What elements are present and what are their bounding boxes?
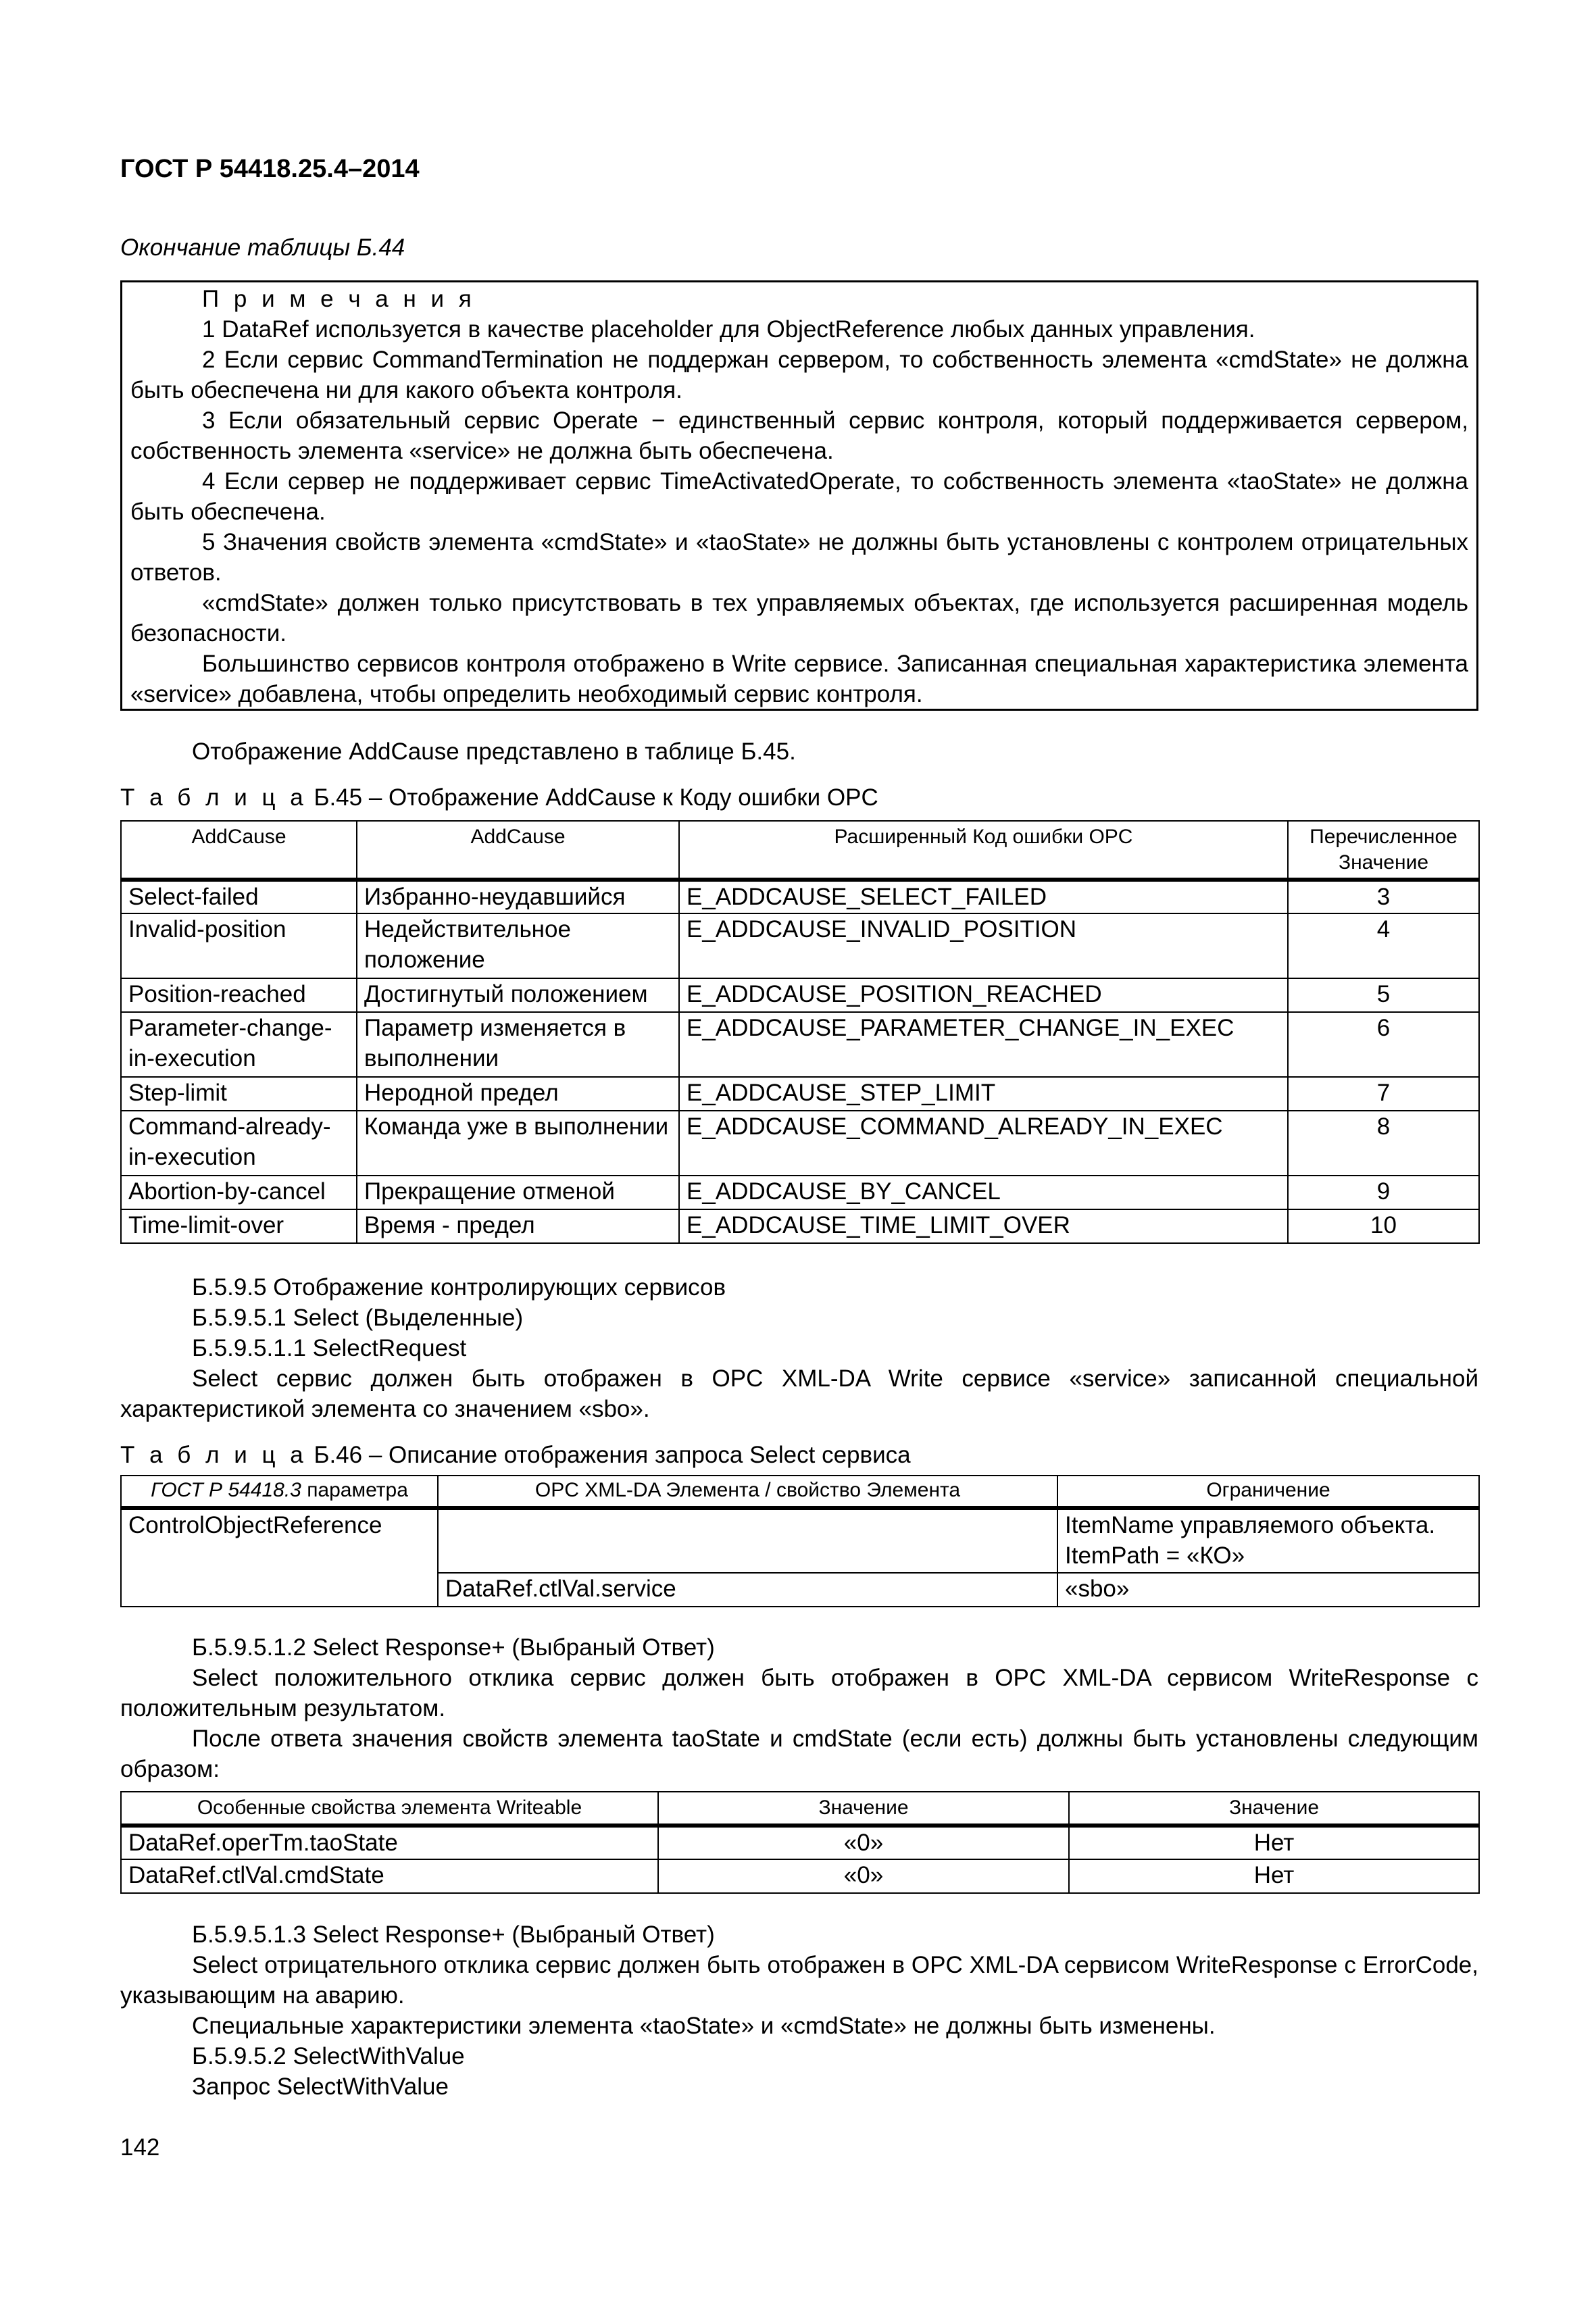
caption-prefix: Т а б л и ц а: [120, 1442, 307, 1468]
caption-text: Б.46 – Описание отображения запроса Select сервиса: [314, 1442, 911, 1468]
writeable-properties-table: [120, 1791, 1480, 1894]
table-cell: Недействительное положение: [357, 913, 679, 978]
paragraph: Специальные характеристики элемента «taoState» и «cmdState» не должны быть изменены.: [192, 2013, 1216, 2039]
table-cell: E_ADDCAUSE_SELECT_FAILED: [679, 880, 1288, 913]
table-cell: Abortion-by-cancel: [121, 1176, 357, 1209]
table-cell: [1057, 1508, 1479, 1573]
table-cell: DataRef.ctlVal.cmdState: [121, 1859, 658, 1893]
table-row: [121, 1826, 1479, 1859]
section-negative-response: [120, 1919, 1478, 2102]
table-cell: 3: [1288, 880, 1479, 913]
notes-box: [120, 280, 1478, 711]
table-cell: Время - предел: [357, 1209, 679, 1243]
column-header: Особенные свойства элемента Writeable: [121, 1792, 658, 1826]
table-row: [121, 1859, 1479, 1893]
table-caption: [120, 782, 1478, 813]
column-header: Ограничение: [1057, 1476, 1479, 1508]
table-row: [121, 1176, 1479, 1209]
paragraph: Select сервис должен быть отображен в OPC XML-DA Write сервисе «service» записанной специальной характеристикой элемента со значением «sbo».: [120, 1365, 1478, 1422]
table-cell: Избранно-неудавшийся: [357, 880, 679, 913]
table-cell: E_ADDCAUSE_PARAMETER_CHANGE_IN_EXEC: [679, 1012, 1288, 1077]
note-item: «cmdState» должен только присутствовать в тех управляемых объектах, где используется расширенная модель безопасности.: [130, 590, 1468, 647]
column-header: параметра: [307, 1479, 408, 1501]
document-title: ГОСТ Р 54418.25.4–2014: [120, 155, 420, 183]
table-row: [121, 1012, 1479, 1077]
paragraph: После ответа значения свойств элемента taoState и cmdState (если есть) должны быть установлены следующим образом:: [120, 1726, 1478, 1782]
table-cell: Достигнутый положением: [357, 978, 679, 1012]
table-cell: E_ADDCAUSE_BY_CANCEL: [679, 1176, 1288, 1209]
note-item: Большинство сервисов контроля отображено в Write сервисе. Записанная специальная характеристика элемента «service» добавлена, чтобы определить необходимый сервис контроля.: [130, 651, 1468, 707]
table-row: [121, 1077, 1479, 1111]
column-header: OPC XML-DA Элемента / свойство Элемента: [438, 1476, 1057, 1508]
table-cell: E_ADDCAUSE_TIME_LIMIT_OVER: [679, 1209, 1288, 1243]
heading: Б.5.9.5.1.1 SelectRequest: [192, 1335, 467, 1361]
table-cell: E_ADDCAUSE_STEP_LIMIT: [679, 1077, 1288, 1111]
paragraph: Select отрицательного отклика сервис должен быть отображен в OPC XML-DA сервисом WriteResponse с ErrorCode, указывающим на аварию.: [120, 1952, 1478, 2009]
paragraph: Select положительного отклика сервис должен быть отображен в OPC XML-DA сервисом WriteResponse с положительным результатом.: [120, 1665, 1478, 1721]
table-cell: Прекращение отменой: [357, 1176, 679, 1209]
table-caption: [120, 1440, 1478, 1470]
table-row: [121, 913, 1479, 978]
table-cell: Select-failed: [121, 880, 357, 913]
table-cell: 7: [1288, 1077, 1479, 1111]
notes-heading: П р и м е ч а н и я: [202, 286, 476, 312]
section-select-response: [120, 1632, 1478, 1784]
paragraph-text: Отображение AddCause представлено в таблице Б.45.: [192, 738, 796, 765]
table-cell: 8: [1288, 1111, 1479, 1176]
caption-prefix: Т а б л и ц а: [120, 784, 307, 811]
table-row: [121, 1111, 1479, 1176]
table-cell: Параметр изменяется в выполнении: [357, 1012, 679, 1077]
column-header: Перечисленное Значение: [1288, 821, 1479, 880]
table-row: [121, 978, 1479, 1012]
column-header: AddCause: [357, 821, 679, 880]
heading: Б.5.9.5.1 Select (Выделенные): [192, 1305, 524, 1331]
column-header: AddCause: [121, 821, 357, 880]
select-request-table: [120, 1475, 1480, 1607]
note-item: 2 Если сервис CommandTermination не поддержан сервером, то собственность элемента «cmdState» не должна быть обеспечена ни для какого объекта контроля.: [130, 347, 1468, 403]
column-header: Расширенный Код ошибки OPC: [679, 821, 1288, 880]
heading: Б.5.9.5.1.2 Select Response+ (Выбраный Ответ): [192, 1634, 715, 1661]
heading: Б.5.9.5.1.3 Select Response+ (Выбраный Ответ): [192, 1921, 715, 1948]
table-cell: «0»: [658, 1826, 1069, 1859]
table-cell: Invalid-position: [121, 913, 357, 978]
page-number: 142: [120, 2134, 160, 2161]
table-cell: Неродной предел: [357, 1077, 679, 1111]
paragraph: [120, 736, 1478, 767]
column-header: Значение: [658, 1792, 1069, 1826]
table-cell: DataRef.operTm.taoState: [121, 1826, 658, 1859]
table-cell: Команда уже в выполнении: [357, 1111, 679, 1176]
heading: Б.5.9.5.2 SelectWithValue: [192, 2043, 465, 2069]
table-row: [121, 1209, 1479, 1243]
table-cell: 4: [1288, 913, 1479, 978]
table-row: [121, 880, 1479, 913]
table-cell: Нет: [1069, 1859, 1479, 1893]
table-cell: E_ADDCAUSE_COMMAND_ALREADY_IN_EXEC: [679, 1111, 1288, 1176]
table-cell: E_ADDCAUSE_INVALID_POSITION: [679, 913, 1288, 978]
note-item: 4 Если сервер не поддерживает сервис TimeActivatedOperate, то собственность элемента «taoState» не должна быть обеспечена.: [130, 468, 1468, 525]
table-cell: DataRef.ctlVal.service: [438, 1573, 1057, 1607]
cell-line: ItemPath = «КО»: [1065, 1542, 1245, 1569]
table-cell: Time-limit-over: [121, 1209, 357, 1243]
paragraph: Запрос SelectWithValue: [192, 2073, 449, 2100]
table-cell: 6: [1288, 1012, 1479, 1077]
table-cell: Position-reached: [121, 978, 357, 1012]
table-cell: «sbo»: [1057, 1573, 1479, 1607]
note-item: 1 DataRef используется в качестве placeholder для ObjectReference любых данных управления.: [202, 316, 1255, 343]
table-cell: [438, 1508, 1057, 1573]
table-cell: E_ADDCAUSE_POSITION_REACHED: [679, 978, 1288, 1012]
note-item: 3 Если обязательный сервис Operate − единственный сервис контроля, который поддерживается сервером, собственность элемента «service» не должна быть обеспечена.: [130, 407, 1468, 464]
cell-line: ItemName управляемого объекта.: [1065, 1512, 1436, 1538]
table-cell: Command-already-in-execution: [121, 1111, 357, 1176]
table-cell: «0»: [658, 1859, 1069, 1893]
table-cell: Step-limit: [121, 1077, 357, 1111]
caption-text: Б.45 – Отображение AddCause к Коду ошибки OPC: [314, 784, 878, 811]
section-select: [120, 1272, 1478, 1424]
table-cell: 10: [1288, 1209, 1479, 1243]
table-cell: ControlObjectReference: [121, 1508, 438, 1607]
table-cell: 5: [1288, 978, 1479, 1012]
note-item: 5 Значения свойств элемента «cmdState» и «taoState» не должны быть установлены с контролем отрицательных ответов.: [130, 529, 1468, 586]
table-continuation-label: Окончание таблицы Б.44: [120, 234, 405, 261]
table-cell: Нет: [1069, 1826, 1479, 1859]
heading: Б.5.9.5 Отображение контролирующих сервисов: [192, 1274, 726, 1301]
addcause-table: [120, 820, 1480, 1244]
table-cell: 9: [1288, 1176, 1479, 1209]
column-header: ГОСТ Р 54418.3: [151, 1479, 301, 1501]
column-header: Значение: [1069, 1792, 1479, 1826]
table-cell: Parameter-change-in-execution: [121, 1012, 357, 1077]
